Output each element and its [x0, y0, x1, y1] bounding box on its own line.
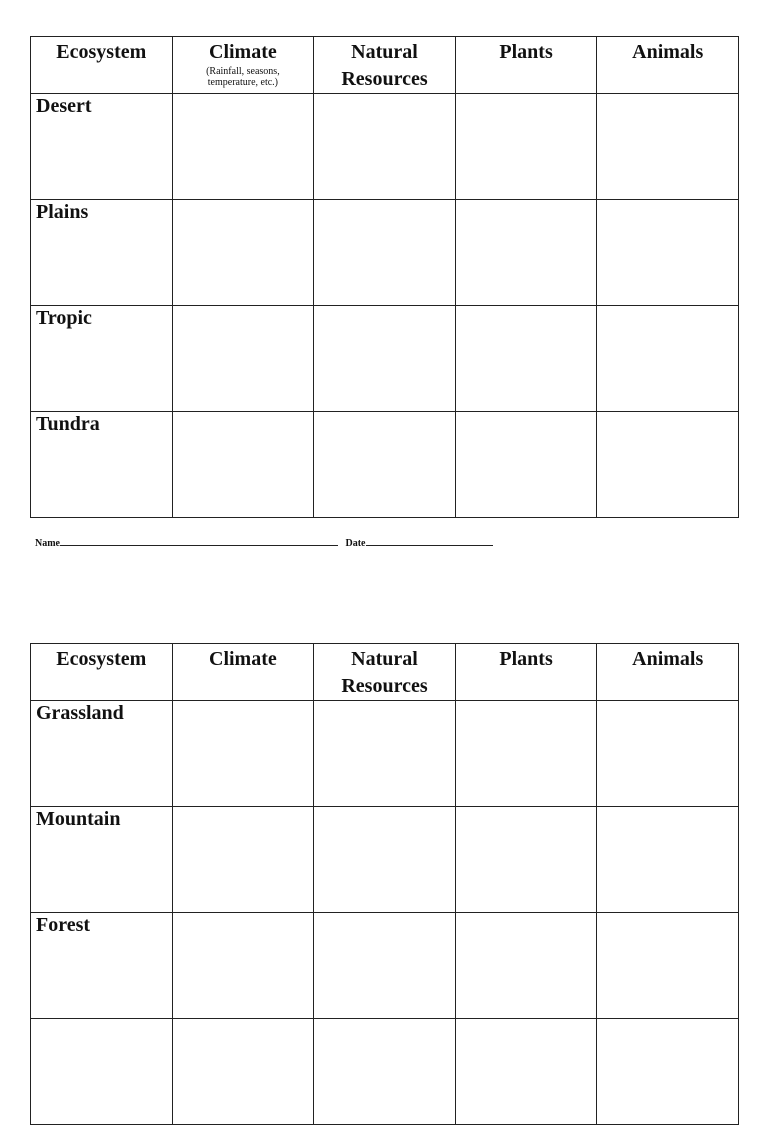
answer-cell[interactable]: [172, 913, 314, 1019]
table-row: [31, 306, 739, 412]
name-field[interactable]: [60, 536, 338, 546]
answer-cell[interactable]: [597, 913, 739, 1019]
ecosystem-label: Tropic: [31, 306, 173, 412]
answer-cell[interactable]: [172, 306, 314, 412]
column-title: Animals: [632, 41, 704, 63]
ecosystem-table-2: [30, 643, 739, 1125]
column-header: [597, 644, 739, 701]
answer-cell[interactable]: [314, 306, 456, 412]
column-title: Climate: [209, 648, 277, 670]
date-label: Date: [345, 538, 366, 549]
ecosystem-table-1: [30, 36, 739, 518]
ecosystem-label: Mountain: [31, 807, 173, 913]
column-header: [314, 37, 456, 94]
answer-cell[interactable]: [597, 1019, 739, 1125]
ecosystem-label: Forest: [31, 913, 173, 1019]
answer-cell[interactable]: [597, 200, 739, 306]
table-row: [31, 807, 739, 913]
column-title: Natural Resources: [341, 648, 428, 697]
column-title: Climate: [209, 41, 277, 63]
column-title: Plants: [499, 41, 553, 63]
answer-cell[interactable]: [597, 412, 739, 518]
answer-cell[interactable]: [172, 1019, 314, 1125]
column-header: [597, 37, 739, 94]
answer-cell[interactable]: [455, 701, 597, 807]
header-row: [31, 644, 739, 701]
column-header: [172, 644, 314, 701]
answer-cell[interactable]: [455, 1019, 597, 1125]
answer-cell[interactable]: [314, 1019, 456, 1125]
answer-cell[interactable]: [597, 94, 739, 200]
table-row: [31, 1019, 739, 1125]
column-title: Natural Resources: [341, 41, 428, 90]
column-title: Ecosystem: [56, 41, 147, 63]
column-header: [172, 37, 314, 94]
column-subtitle: (Rainfall, seasons, temperature, etc.): [206, 66, 280, 88]
column-header: [455, 37, 597, 94]
answer-cell[interactable]: [314, 701, 456, 807]
table-row: [31, 94, 739, 200]
name-label: Name: [35, 538, 60, 549]
table-row: [31, 701, 739, 807]
table-row: [31, 913, 739, 1019]
ecosystem-label: Plains: [31, 200, 173, 306]
column-header: [31, 644, 173, 701]
answer-cell[interactable]: [597, 306, 739, 412]
answer-cell[interactable]: [172, 94, 314, 200]
answer-cell[interactable]: [314, 412, 456, 518]
column-header: [31, 37, 173, 94]
answer-cell[interactable]: [314, 807, 456, 913]
answer-cell[interactable]: [314, 913, 456, 1019]
answer-cell[interactable]: [597, 701, 739, 807]
column-title: Plants: [499, 648, 553, 670]
date-field[interactable]: [366, 536, 493, 546]
column-title: Ecosystem: [56, 648, 147, 670]
ecosystem-label: Tundra: [31, 412, 173, 518]
answer-cell[interactable]: [455, 913, 597, 1019]
name-date-line: [35, 536, 493, 549]
answer-cell[interactable]: [597, 807, 739, 913]
answer-cell[interactable]: [455, 412, 597, 518]
table-row: [31, 200, 739, 306]
column-header: [314, 644, 456, 701]
answer-cell[interactable]: [314, 200, 456, 306]
table-row: [31, 412, 739, 518]
answer-cell[interactable]: [455, 306, 597, 412]
answer-cell[interactable]: [172, 200, 314, 306]
answer-cell[interactable]: [172, 701, 314, 807]
answer-cell[interactable]: [172, 412, 314, 518]
ecosystem-label: [31, 1019, 173, 1125]
header-row: [31, 37, 739, 94]
ecosystem-label: Grassland: [31, 701, 173, 807]
answer-cell[interactable]: [172, 807, 314, 913]
column-header: [455, 644, 597, 701]
answer-cell[interactable]: [455, 200, 597, 306]
answer-cell[interactable]: [455, 94, 597, 200]
ecosystem-label: Desert: [31, 94, 173, 200]
column-title: Animals: [632, 648, 704, 670]
answer-cell[interactable]: [455, 807, 597, 913]
answer-cell[interactable]: [314, 94, 456, 200]
